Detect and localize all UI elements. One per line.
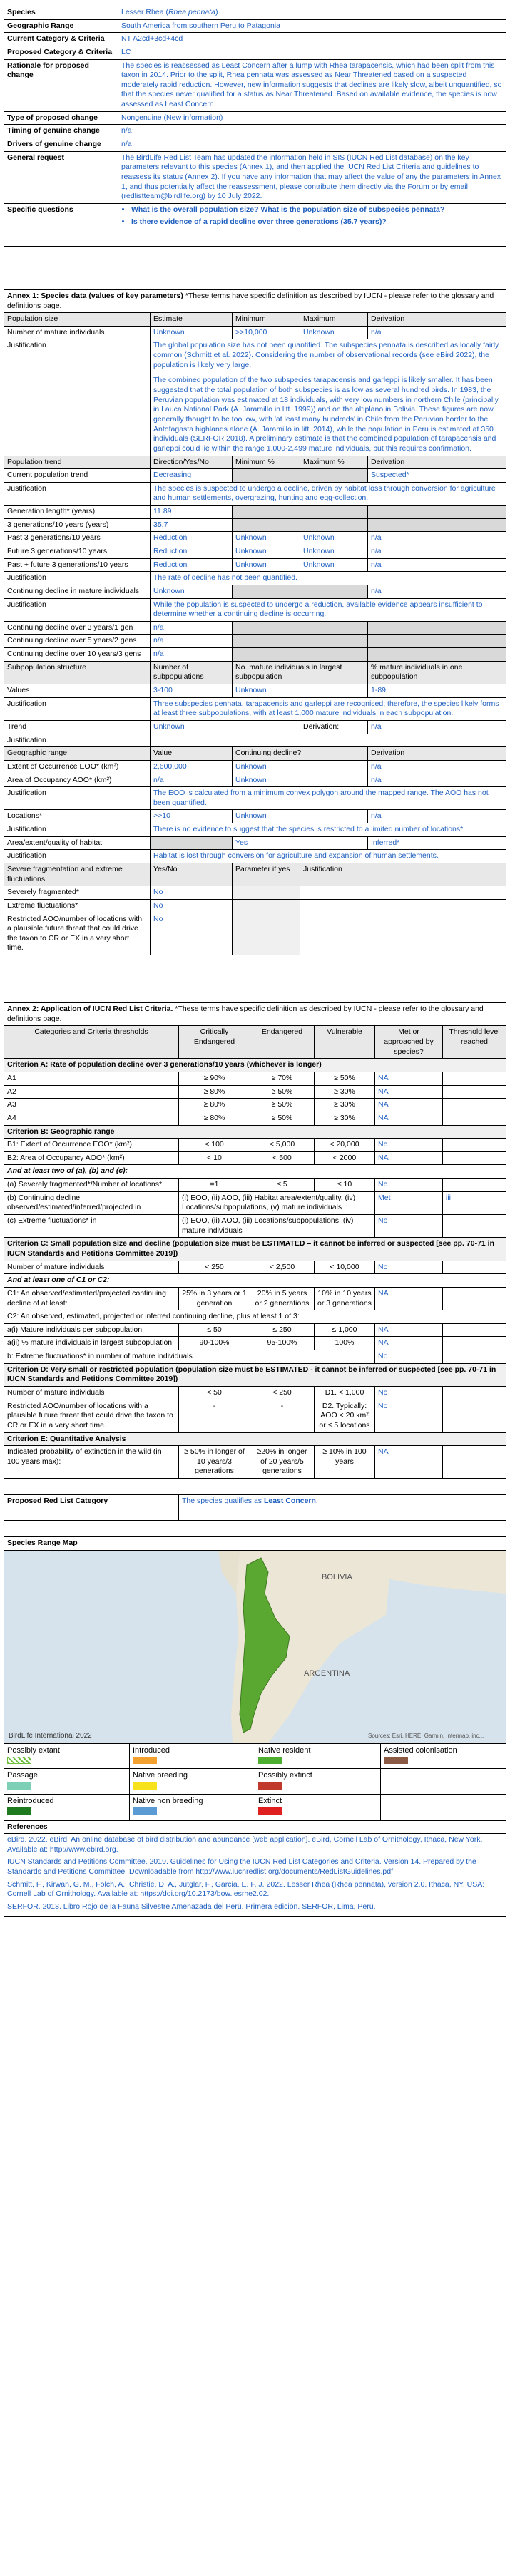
trend-label: Trend <box>4 720 151 734</box>
references-table <box>4 1820 506 1917</box>
values-num: 3-100 <box>151 684 233 698</box>
cnum-cr: < 250 <box>179 1261 250 1274</box>
cd10-label: Continuing decline over 10 years/3 gens <box>4 648 151 662</box>
gen-val: 11.89 <box>151 506 233 519</box>
cont-label: Continuing decline in mature individuals <box>4 585 151 598</box>
c2ai-cr: ≤ 50 <box>179 1323 250 1337</box>
col-subpop-max: No. mature individuals in largest subpopulation <box>233 661 368 684</box>
past-val: Reduction <box>151 532 233 545</box>
annex1-note: *These terms have specific definition as described by IUCN - please refer to the glossary and definitions page. <box>7 291 494 310</box>
trend-val: Unknown <box>151 720 300 734</box>
pastfut-der: n/a <box>368 558 506 572</box>
derivation-label: Derivation: <box>300 720 368 734</box>
past-min: Unknown <box>233 532 300 545</box>
references-list <box>4 1834 506 1916</box>
col-met: Met or approached by species? <box>375 1026 443 1059</box>
trend2-just-label: Justification <box>4 734 151 747</box>
future-min: Unknown <box>233 545 300 558</box>
c1-en: 20% in 5 years or 2 generations <box>250 1287 315 1310</box>
timing-value: n/a <box>118 125 506 138</box>
a3-en: ≥ 50% <box>250 1099 315 1112</box>
habitat-label: Area/extent/quality of habitat <box>4 836 151 850</box>
possibly-extant-swatch <box>7 1757 31 1764</box>
values-max: Unknown <box>233 684 368 698</box>
rationale-label: Rationale for proposed change <box>4 59 118 111</box>
cnum-vu: < 10,000 <box>315 1261 375 1274</box>
col-thr: Threshold level reached <box>443 1026 506 1059</box>
legend-extinct: Extinct <box>255 1794 381 1820</box>
aoo-der: n/a <box>368 774 506 787</box>
reference-schmitt: Schmitt, F., Kirwan, G. M., Folch, A., Christie, D. A., Jutglar, F., Garcia, E. F. J. 2022. Lesser Rhea (Rhea pennata), version 2.0. Ithaca, NY, USA: Cornell Lab of Ornithology. Available at: https://doi.org/10.2173/bow.lesrhe2.02. <box>7 1879 485 1899</box>
b1-en: < 5,000 <box>250 1139 315 1152</box>
questions-list <box>118 203 506 246</box>
habitat-der: Inferred* <box>368 836 506 850</box>
derivation-val: n/a <box>368 720 506 734</box>
cnum-label: Number of mature individuals <box>4 1261 179 1274</box>
restricted-val: No <box>151 913 233 955</box>
loc-val: >>10 <box>151 810 233 823</box>
col-estimate: Estimate <box>151 313 233 327</box>
request-value: The BirdLife Red List Team has updated the information held in SIS (IUCN Red List database) on the key parameters relevant to this species (Annex 1), and then applied the IUCN Red List Criteria and guidelines to reassess its status (Annex 2). If you have any information that may affect the value of any the parameters in Annex 1, and thus potentially affect the reassessment, please contribute them directly via the Forum or by email (redlistteam@birdlife.org) by 10 July 2022. <box>118 151 506 203</box>
col-georange: Geographic range <box>4 747 151 761</box>
a4-cr: ≥ 80% <box>179 1112 250 1125</box>
annex1-section <box>4 289 506 955</box>
e-met: NA <box>375 1446 443 1479</box>
col-max-pct: Maximum % <box>300 456 368 469</box>
a1-en: ≥ 70% <box>250 1072 315 1085</box>
col-population: Population size <box>4 313 151 327</box>
introduced-swatch <box>133 1757 157 1764</box>
eoo-justification: The EOO is calculated from a minimum convex polygon around the mapped range. The AOO has not been quantified. <box>151 787 506 810</box>
rationale-value: The species is reassessed as Least Concern after a lump with Rhea tarapacensis, which had been split from this taxon in 2014. Prior to the split, Rhea pennata was assessed as Near Threatened based on a suspected moderately rapid reduction. However, new information suggests that declines are likely slow, albeit unquantified, so that the species never qualified for a status as Near Threatened. Based on available evidence, the species is now assessed as Least Concern. <box>118 59 506 111</box>
proposed-category-value: The species qualifies as Least Concern. <box>179 1495 506 1521</box>
current-trend-der: Suspected* <box>368 469 506 483</box>
mature-min: >>10,000 <box>233 326 300 339</box>
criterion-e: Criterion E: Quantitative Analysis <box>4 1432 506 1446</box>
e-label: Indicated probability of extinction in the wild (in 100 years max): <box>4 1446 179 1479</box>
eoo-der: n/a <box>368 760 506 774</box>
habitat-justification: Habitat is lost through conversion for agriculture and expansion of human settlements. <box>151 850 506 863</box>
bc-criteria: (i) EOO, (ii) AOO, (iii) Locations/subpopulations, (iv) mature individuals <box>179 1215 375 1238</box>
timing-label: Timing of genuine change <box>4 125 118 138</box>
subpop-just-label: Justification <box>4 697 151 720</box>
c1-vu: 10% in 10 years or 3 generations <box>315 1287 375 1310</box>
drest-en: - <box>250 1400 315 1432</box>
map-title-table <box>4 1536 506 1551</box>
b1-vu: < 20,000 <box>315 1139 375 1152</box>
col-sev-just: Justification <box>300 863 506 886</box>
dnum-en: < 250 <box>250 1386 315 1400</box>
bc-met: No <box>375 1215 443 1238</box>
legend-native-breeding: Native breeding <box>130 1769 255 1795</box>
map-section <box>4 1536 506 1820</box>
col-vu: Vulnerable <box>315 1026 375 1059</box>
c2ai-label: a(i) Mature individuals per subpopulation <box>4 1323 179 1337</box>
map-credit: BirdLife International 2022 <box>9 1731 92 1740</box>
question-2: • Is there evidence of a rapid decline over three generations (35.7 years)? <box>131 217 503 227</box>
c2-label: C2: An observed, estimated, projected or inferred continuing decline, plus at least 1 of 3: <box>4 1310 506 1324</box>
dnum-vu: D1. < 1,000 <box>315 1386 375 1400</box>
bb-label: (b) Continuing decline observed/estimated/inferred/projected in <box>4 1191 179 1214</box>
a2-en: ≥ 50% <box>250 1085 315 1099</box>
future-val: Reduction <box>151 545 233 558</box>
geo-label: Geographic Range <box>4 19 118 33</box>
c2ai-vu: ≤ 1,000 <box>315 1323 375 1337</box>
b1-cr: < 100 <box>179 1139 250 1152</box>
e-vu: ≥ 10% in 100 years <box>315 1446 375 1479</box>
native-breeding-swatch <box>133 1782 157 1790</box>
current-trend-val: Decreasing <box>151 469 233 483</box>
cd5-val: n/a <box>151 635 233 648</box>
b2-label: B2: Area of Occupancy AOO* (km²) <box>4 1151 179 1165</box>
habitat-just-label: Justification <box>4 850 151 863</box>
ba-vu: ≤ 10 <box>315 1179 375 1192</box>
pastfut-min: Unknown <box>233 558 300 572</box>
c2aii-vu: 100% <box>315 1337 375 1350</box>
aoo-cont: Unknown <box>233 774 368 787</box>
legend-possibly-extinct: Possibly extinct <box>255 1769 381 1795</box>
mature-der: n/a <box>368 326 506 339</box>
reference-serfor: SERFOR. 2018. Libro Rojo de la Fauna Silvestre Amenazada del Perú. Primera edición. SERFOR, Lima, Perú. <box>7 1902 376 1912</box>
col-sev-yn: Yes/No <box>151 863 233 886</box>
dnum-label: Number of mature individuals <box>4 1386 179 1400</box>
col-direction: Direction/Yes/No <box>151 456 233 469</box>
col-geo-cont: Continuing decline? <box>233 747 368 761</box>
c2aii-en: 95-100% <box>250 1337 315 1350</box>
proposed-table <box>4 1494 506 1521</box>
c2b-met: No <box>375 1350 443 1364</box>
reference-iucn: IUCN Standards and Petitions Committee. 2019. Guidelines for Using the IUCN Red List Categories and Criteria. Version 14. Prepared by the Standards and Petitions Committee. Downloadable from http://www.iucnredlist.org/documents/RedListGuidelines.pdf. <box>7 1857 476 1877</box>
bb-criteria: (i) EOO, (ii) AOO, (iii) Habitat area/extent/quality, (iv) Locations/subpopulations, (v) mature individuals <box>179 1191 375 1214</box>
a1-vu: ≥ 50% <box>315 1072 375 1085</box>
bb-met: Met <box>375 1191 443 1214</box>
c2ai-en: ≤ 250 <box>250 1323 315 1337</box>
range-map <box>4 1551 506 1743</box>
legend-introduced: Introduced <box>130 1743 255 1769</box>
mature-label: Number of mature individuals <box>4 326 151 339</box>
rate-just-label: Justification <box>4 572 151 585</box>
gen-label: Generation length* (years) <box>4 506 151 519</box>
annex1-table <box>4 289 506 955</box>
c2ai-met: NA <box>375 1323 443 1337</box>
c2aii-label: a(ii) % mature individuals in largest subpopulation <box>4 1337 179 1350</box>
native-nonbreeding-swatch <box>133 1807 157 1815</box>
cont-val: Unknown <box>151 585 233 598</box>
b-and-at-least-two: And at least two of (a), (b) and (c): <box>4 1165 506 1179</box>
e-en: ≥20% in longer of 20 years/5 generations <box>250 1446 315 1479</box>
extfl-val: No <box>151 899 233 913</box>
map-legend <box>4 1743 506 1820</box>
b1-label: B1: Extent of Occurrence EOO* (km²) <box>4 1139 179 1152</box>
a4-vu: ≥ 30% <box>315 1112 375 1125</box>
legend-native-nonbreeding: Native non breeding <box>130 1794 255 1820</box>
current-label: Current Category & Criteria <box>4 33 118 46</box>
map-label-argentina: ARGENTINA <box>304 1668 350 1678</box>
a3-cr: ≥ 80% <box>179 1099 250 1112</box>
species-label: Species <box>4 6 118 20</box>
ba-met: No <box>375 1179 443 1192</box>
a4-en: ≥ 50% <box>250 1112 315 1125</box>
c1-label: C1: An observed/estimated/projected continuing decline of at least: <box>4 1287 179 1310</box>
bb-thr: iii <box>443 1191 506 1214</box>
loc-cont: Unknown <box>233 810 368 823</box>
eoo-just-label: Justification <box>4 787 151 810</box>
past-label: Past 3 generations/10 years <box>4 532 151 545</box>
proposed-category-label: Proposed Red List Category <box>4 1495 179 1521</box>
b2-en: < 500 <box>250 1151 315 1165</box>
current-trend-label: Current population trend <box>4 469 151 483</box>
annex2-table <box>4 1002 506 1479</box>
drivers-value: n/a <box>118 138 506 152</box>
trend-justification: The species is suspected to undergo a decline, driven by habitat loss through conversion for agriculture and human settlements, overgrazing, hunting and egg-collection. <box>151 482 506 505</box>
a3-vu: ≥ 30% <box>315 1099 375 1112</box>
passage-swatch <box>7 1782 31 1790</box>
values-label: Values <box>4 684 151 698</box>
aoo-label: Area of Occupancy AOO* (km²) <box>4 774 151 787</box>
reintroduced-swatch <box>7 1807 31 1815</box>
annex2-title: Annex 2: Application of IUCN Red List Criteria. <box>7 1005 173 1014</box>
cont-just-label: Justification <box>4 598 151 621</box>
sevfrag-val: No <box>151 886 233 900</box>
mature-est: Unknown <box>151 326 233 339</box>
references-section <box>4 1820 506 1917</box>
proposed-section <box>4 1494 506 1521</box>
species-value: Lesser Rhea (Rhea pennata) <box>118 6 506 20</box>
legend-assisted: Assisted colonisation <box>381 1743 506 1769</box>
drest-met: No <box>375 1400 443 1432</box>
drest-cr: - <box>179 1400 250 1432</box>
a1-met: NA <box>375 1072 443 1085</box>
b2-cr: < 10 <box>179 1151 250 1165</box>
col-sev-param: Parameter if yes <box>233 863 300 886</box>
c2aii-met: NA <box>375 1337 443 1350</box>
cd10-val: n/a <box>151 648 233 662</box>
col-cr: Critically Endangered <box>179 1026 250 1059</box>
cnum-en: < 2,500 <box>250 1261 315 1274</box>
gen3-label: 3 generations/10 years (years) <box>4 518 151 532</box>
possibly-extinct-swatch <box>258 1782 282 1790</box>
c2b-label: b: Extreme fluctuations* in number of mature individuals <box>4 1350 375 1364</box>
restricted-label: Restricted AOO/number of locations with a plausible future threat that could drive the taxon to CR or EX in a very short time. <box>4 913 151 955</box>
geo-value: South America from southern Peru to Patagonia <box>118 19 506 33</box>
proposed-label: Proposed Category & Criteria <box>4 46 118 59</box>
criterion-a: Criterion A: Rate of population decline over 3 generations/10 years (whichever is longer) <box>4 1059 506 1072</box>
col-min-pct: Minimum % <box>233 456 300 469</box>
col-geo-value: Value <box>151 747 233 761</box>
ba-en: ≤ 5 <box>250 1179 315 1192</box>
habitat-val: Yes <box>233 836 368 850</box>
a2-vu: ≥ 30% <box>315 1085 375 1099</box>
col-geo-der: Derivation <box>368 747 506 761</box>
legend-native-resident: Native resident <box>255 1743 381 1769</box>
pastfut-label: Past + future 3 generations/10 years <box>4 558 151 572</box>
past-max: Unknown <box>300 532 368 545</box>
annex1-title: Annex 1: Species data (values of key parameters) <box>7 291 183 300</box>
c2aii-cr: 90-100% <box>179 1337 250 1350</box>
loc-der: n/a <box>368 810 506 823</box>
a1-cr: ≥ 90% <box>179 1072 250 1085</box>
annex2-note: *These terms have specific definition as described by IUCN - please refer to the glossary and definitions page. <box>7 1005 484 1023</box>
question-1: • What is the overall population size? What is the population size of subspecies pennata? <box>131 205 503 215</box>
c-and-at-least-one: And at least one of C1 or C2: <box>4 1274 506 1288</box>
drest-vu: D2. Typically: AOO < 20 km² or ≤ 5 locations <box>315 1400 375 1432</box>
future-der: n/a <box>368 545 506 558</box>
col-min: Minimum <box>233 313 300 327</box>
subpop-justification: Three subspecies pennata, tarapacensis and garleppi are recognised; therefore, the species likely forms at least three subpopulations, with at least 1,000 mature individuals in each subpopulation. <box>151 697 506 720</box>
criterion-d: Criterion D: Very small or restricted population (population size must be ESTIMATED - it cannot be inferred or suspected [see pp. 70-71 in IUCN Standards and Petitions Committee 2019]) <box>4 1363 506 1386</box>
trend-just-label: Justification <box>4 482 151 505</box>
a3-label: A3 <box>4 1099 179 1112</box>
a2-label: A2 <box>4 1085 179 1099</box>
col-cat: Categories and Criteria thresholds <box>4 1026 179 1059</box>
col-sev: Severe fragmentation and extreme fluctuations <box>4 863 151 886</box>
col-subpop-num: Number of subpopulations <box>151 661 233 684</box>
proposed-value: LC <box>118 46 506 59</box>
a4-met: NA <box>375 1112 443 1125</box>
pop-justification: The global population size has not been quantified. The subspecies pennata is described as locally fairly common (Schmitt et al. 2022). Considering the number of observational records (see eBird 2022), the population is likely very large. The combined population of the two subspecies tarapacensis and garleppi is likely smaller. It has been suggested that the total population of both subspecies is as low as several hundred birds. In 1983, the Peruvian population was estimated at 18 individuals, with very low numbers in northern Chile (principally in Lauca National Park (A. Jaramillo in litt. 1999)) and on the altiplano in Bolivia. These figures are now generally thought to be too low, with 'at least many hundreds' in Chile from the Peruvian border to the Antofagasta highlands alone (A. Jaramillo in litt. 2014), while the population in Peru is estimated at 350 individuals (SERFOR 2018). A preliminary estimate is that the combined population of tarapacensis and garleppi could lie within the range 1,000-2,499 mature individuals, but this requires confirmation. <box>151 339 506 456</box>
annex2-section <box>4 1002 506 1479</box>
summary-table <box>4 6 506 247</box>
c1-met: NA <box>375 1287 443 1310</box>
type-label: Type of proposed change <box>4 111 118 125</box>
values-pct: 1-89 <box>368 684 506 698</box>
range-map-svg <box>4 1551 506 1743</box>
summary-section <box>4 6 506 247</box>
col-derivation: Derivation <box>368 313 506 327</box>
aoo-val: n/a <box>151 774 233 787</box>
rate-justification: The rate of decline has not been quantified. <box>151 572 506 585</box>
assisted-swatch <box>384 1757 408 1764</box>
eoo-label: Extent of Occurrence EOO* (km²) <box>4 760 151 774</box>
legend-reintroduced: Reintroduced <box>4 1794 130 1820</box>
cont-justification: While the population is suspected to undergo a reduction, available evidence appears insufficient to determine whether a continuing decline is occurring. <box>151 598 506 621</box>
future-label: Future 3 generations/10 years <box>4 545 151 558</box>
past-der: n/a <box>368 532 506 545</box>
loc-just-label: Justification <box>4 823 151 837</box>
loc-justification: There is no evidence to suggest that the species is restricted to a limited number of locations*. <box>151 823 506 837</box>
legend-possibly-extant: Possibly extant <box>4 1743 130 1769</box>
eoo-cont: Unknown <box>233 760 368 774</box>
legend-passage: Passage <box>4 1769 130 1795</box>
map-label-bolivia: BOLIVIA <box>322 1572 352 1581</box>
cd3-val: n/a <box>151 621 233 635</box>
col-trend-der: Derivation <box>368 456 506 469</box>
a4-label: A4 <box>4 1112 179 1125</box>
drivers-label: Drivers of genuine change <box>4 138 118 152</box>
drest-label: Restricted AOO/number of locations with a plausible future threat that could drive the taxon to CR or EX in a very short time. <box>4 1400 179 1432</box>
native-resident-swatch <box>258 1757 282 1764</box>
mature-max: Unknown <box>300 326 368 339</box>
map-sources: Sources: Esri, HERE, Garmin, Intermap, inc... <box>368 1732 484 1739</box>
bc-label: (c) Extreme fluctuations* in <box>4 1215 179 1238</box>
criterion-c: Criterion C: Small population size and decline (population size must be ESTIMATED – it cannot be inferred or suspected [see pp. 70-71 in IUCN Standards and Petitions Committee 2019]) <box>4 1238 506 1261</box>
type-value: Nongenuine (New information) <box>118 111 506 125</box>
col-trend: Population trend <box>4 456 151 469</box>
questions-label: Specific questions <box>4 203 118 246</box>
dnum-met: No <box>375 1386 443 1400</box>
a2-cr: ≥ 80% <box>179 1085 250 1099</box>
pastfut-val: Reduction <box>151 558 233 572</box>
future-max: Unknown <box>300 545 368 558</box>
sevfrag-label: Severely fragmented* <box>4 886 151 900</box>
b1-met: No <box>375 1139 443 1152</box>
col-en: Endangered <box>250 1026 315 1059</box>
cd3-label: Continuing decline over 3 years/1 gen <box>4 621 151 635</box>
request-label: General request <box>4 151 118 203</box>
eoo-val: 2,600,000 <box>151 760 233 774</box>
map-title: Species Range Map <box>4 1537 506 1551</box>
cont-der: n/a <box>368 585 506 598</box>
col-subpop-pct: % mature individuals in one subpopulation <box>368 661 506 684</box>
e-cr: ≥ 50% in longer of 10 years/3 generations <box>179 1446 250 1479</box>
col-max: Maximum <box>300 313 368 327</box>
pastfut-max: Unknown <box>300 558 368 572</box>
b2-vu: < 2000 <box>315 1151 375 1165</box>
reference-ebird: eBird. 2022. eBird: An online database of bird distribution and abundance [web application]. eBird, Cornell Lab of Ornithology, Ithaca, New York. Available at: http://www.ebird.org. <box>7 1835 483 1854</box>
a3-met: NA <box>375 1099 443 1112</box>
ba-label: (a) Severely fragmented*/Number of locations* <box>4 1179 179 1192</box>
b2-met: NA <box>375 1151 443 1165</box>
a2-met: NA <box>375 1085 443 1099</box>
current-value: NT A2cd+3cd+4cd <box>118 33 506 46</box>
c1-cr: 25% in 3 years or 1 generation <box>179 1287 250 1310</box>
gen3-val: 35.7 <box>151 518 233 532</box>
ba-cr: =1 <box>179 1179 250 1192</box>
pop-just-label: Justification <box>4 339 151 456</box>
extfl-label: Extreme fluctuations* <box>4 899 151 913</box>
col-subpop: Subpopulation structure <box>4 661 151 684</box>
criterion-b: Criterion B: Geographic range <box>4 1125 506 1139</box>
references-title: References <box>4 1820 506 1834</box>
cd5-label: Continuing decline over 5 years/2 gens <box>4 635 151 648</box>
extinct-swatch <box>258 1807 282 1815</box>
cnum-met: No <box>375 1261 443 1274</box>
loc-label: Locations* <box>4 810 151 823</box>
a1-label: A1 <box>4 1072 179 1085</box>
dnum-cr: < 50 <box>179 1386 250 1400</box>
